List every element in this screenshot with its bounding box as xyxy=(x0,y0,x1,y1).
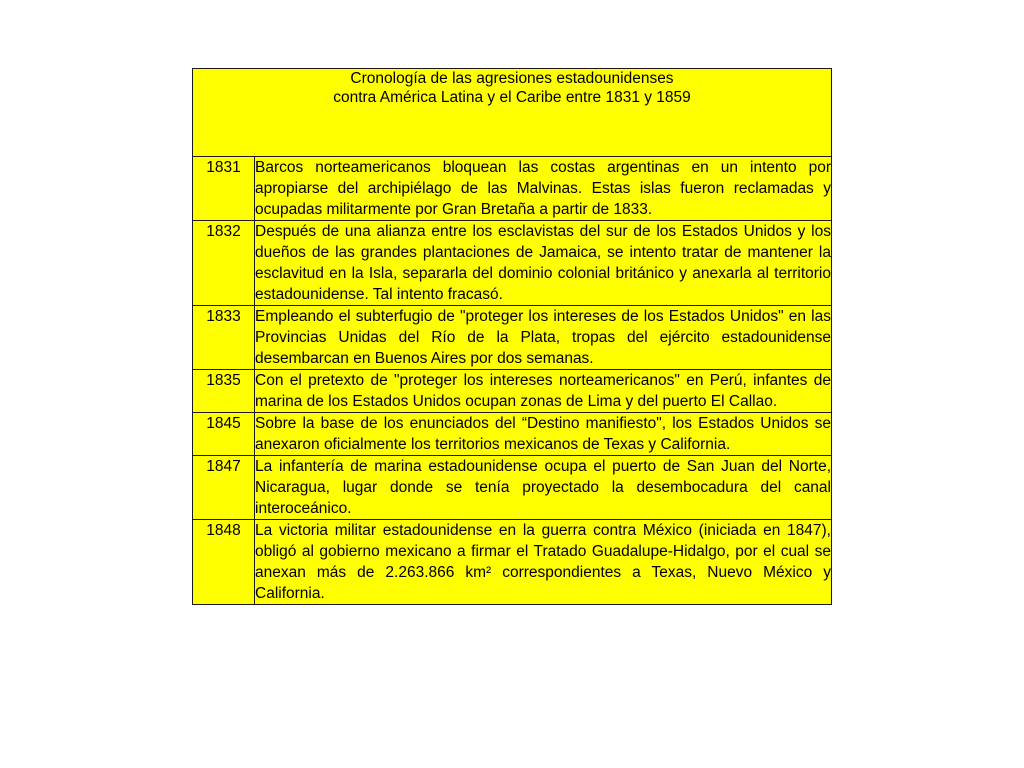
row-description: La victoria militar estadounidense en la guerra contra México (iniciada en 1847), obligó al gobierno mexicano a firmar el Tratado Guadalupe-Hidalgo, por el cual se anexan más de 2.263.866 km² correspondientes a Texas, Nuevo México y California. xyxy=(255,520,832,605)
row-year: 1845 xyxy=(193,413,255,456)
table-row xyxy=(193,306,832,370)
row-description: Sobre la base de los enunciados del “Destino manifiesto", los Estados Unidos se anexaron oficialmente los territorios mexicanos de Texas y California. xyxy=(255,413,832,456)
row-year: 1832 xyxy=(193,221,255,306)
table-header-row xyxy=(193,69,832,157)
row-year: 1848 xyxy=(193,520,255,605)
table-row xyxy=(193,413,832,456)
table-title xyxy=(193,69,832,157)
table-row xyxy=(193,157,832,221)
table-row xyxy=(193,520,832,605)
row-description: La infantería de marina estadounidense ocupa el puerto de San Juan del Norte, Nicaragua, lugar donde se tenía proyectado la desembocadura del canal interoceánico. xyxy=(255,456,832,520)
row-year: 1833 xyxy=(193,306,255,370)
row-year: 1831 xyxy=(193,157,255,221)
row-description: Después de una alianza entre los esclavistas del sur de los Estados Unidos y los dueños de las grandes plantaciones de Jamaica, se intento tratar de mantener la esclavitud en la Isla, separarla del dominio colonial británico y anexarla al territorio estadounidense. Tal intento fracasó. xyxy=(255,221,832,306)
table-row xyxy=(193,456,832,520)
table-title-line-1: Cronología de las agresiones estadounidenses xyxy=(350,70,674,87)
chronology-table xyxy=(192,68,832,605)
row-year: 1835 xyxy=(193,370,255,413)
table-title-line-2: contra América Latina y el Caribe entre 1831 y 1859 xyxy=(333,89,691,106)
row-description: Con el pretexto de "proteger los intereses norteamericanos" en Perú, infantes de marina de los Estados Unidos ocupan zonas de Lima y del puerto El Callao. xyxy=(255,370,832,413)
table-row xyxy=(193,221,832,306)
table-row xyxy=(193,370,832,413)
row-description: Empleando el subterfugio de "proteger los intereses de los Estados Unidos" en las Provincias Unidas del Río de la Plata, tropas del ejército estadounidense desembarcan en Buenos Aires por dos semanas. xyxy=(255,306,832,370)
row-description: Barcos norteamericanos bloquean las costas argentinas en un intento por apropiarse del archipiélago de las Malvinas. Estas islas fueron reclamadas y ocupadas militarmente por Gran Bretaña a partir de 1833. xyxy=(255,157,832,221)
row-year: 1847 xyxy=(193,456,255,520)
